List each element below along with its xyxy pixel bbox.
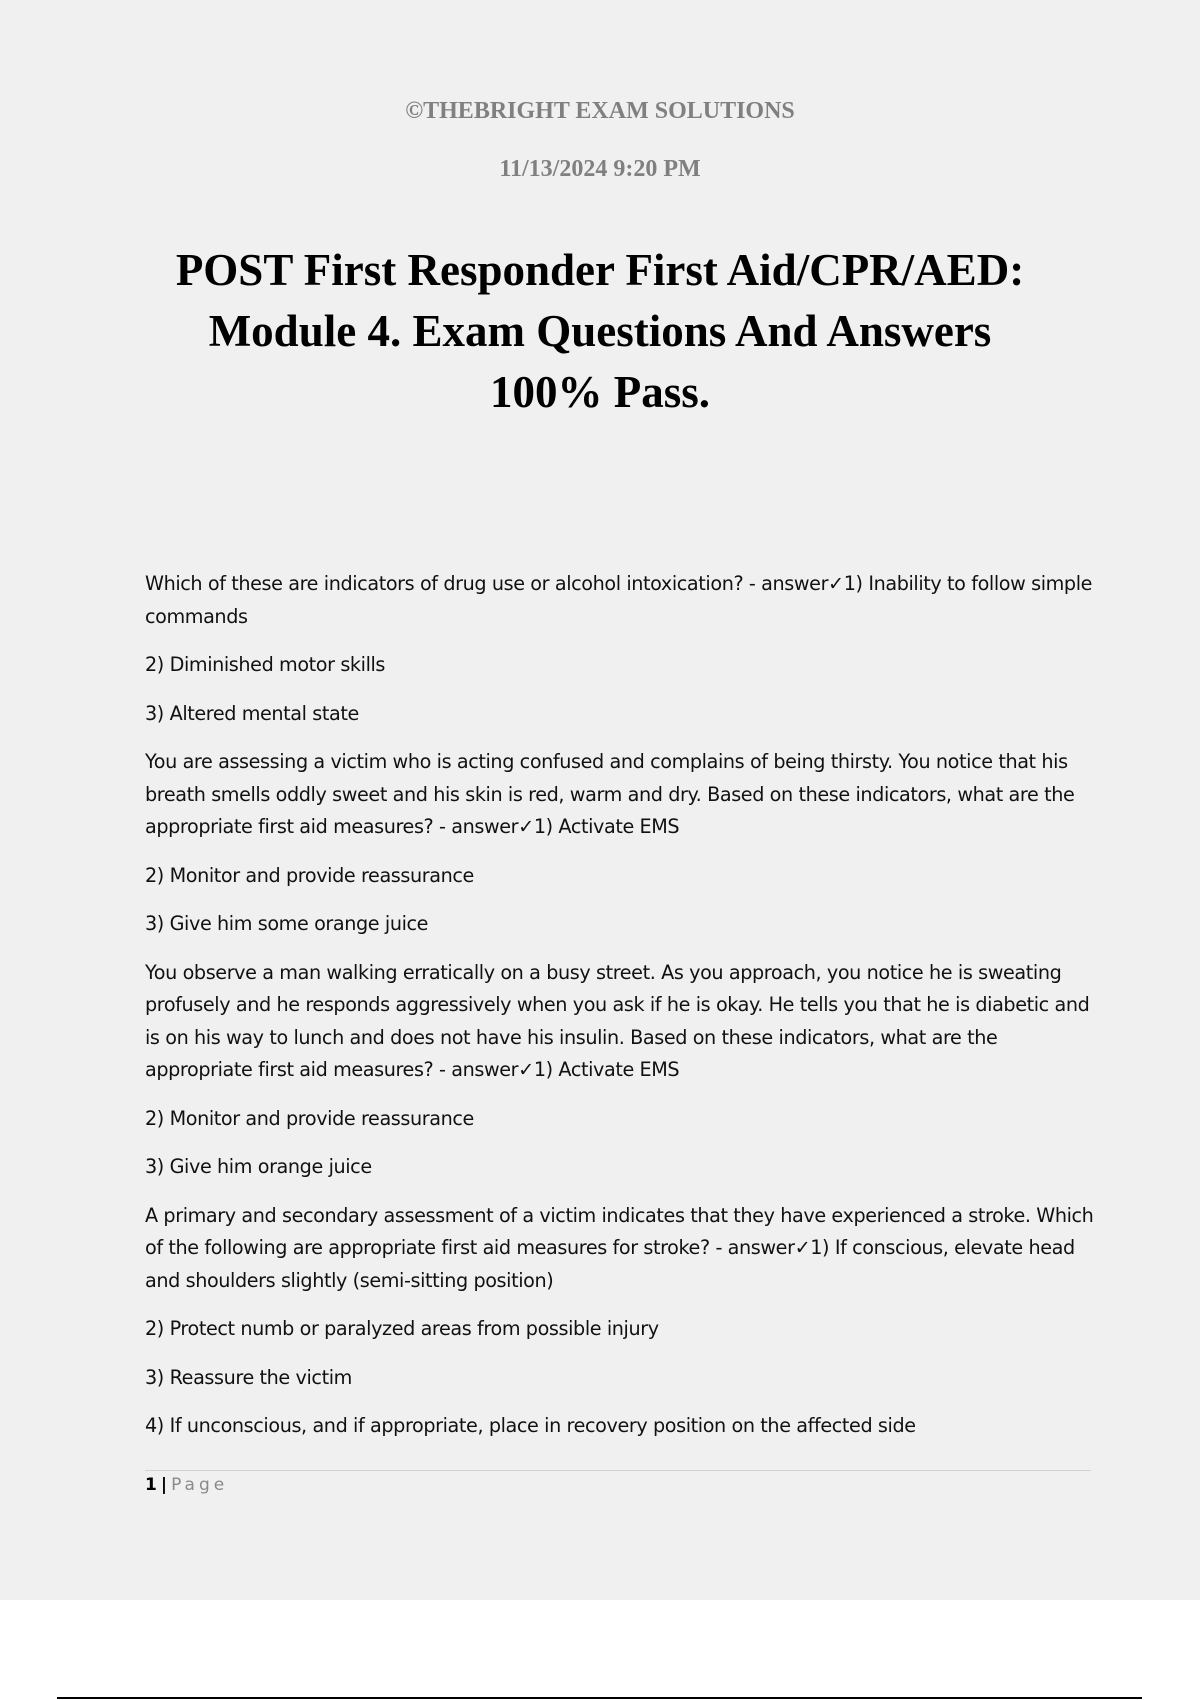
- title-line-2: Module 4. Exam Questions And Answers: [208, 306, 992, 356]
- title-line-1: POST First Responder First Aid/CPR/AED:: [175, 245, 1025, 295]
- header-copyright: ©THEBRIGHT EXAM SOLUTIONS: [405, 98, 795, 124]
- paragraph: 3) Reassure the victim: [145, 1365, 352, 1389]
- page-number: 1: [145, 1475, 157, 1495]
- paragraph: 3) Give him orange juice: [145, 1155, 372, 1178]
- paragraph: 2) Protect numb or paralyzed areas from possible injury: [145, 1317, 659, 1340]
- paragraph: A primary and secondary assessment of a victim indicates that they have experienced a stroke. Which of the following are appropriate first aid measures for stroke? - answer✓1) If conscious, elevate head and shoulders slightly (semi-sitting position): [145, 1203, 1094, 1292]
- paragraph: Which of these are indicators of drug use or alcohol intoxication? - answer✓1) Inability to follow simple commands: [145, 572, 1093, 628]
- paragraph: 2) Diminished motor skills: [145, 653, 386, 676]
- paragraph: You are assessing a victim who is acting confused and complains of being thirsty. You notice that his breath smells oddly sweet and his skin is red, warm and dry. Based on these indicators, what are the appropriate first aid measures? - answer✓1) Activate EMS: [145, 750, 1075, 838]
- next-page-top-rule: [57, 1697, 1142, 1699]
- title-line-3: 100% Pass.: [489, 367, 710, 417]
- page-footer: [145, 1475, 228, 1495]
- paragraph: 2) Monitor and provide reassurance: [145, 1106, 474, 1130]
- page-label: Page: [171, 1475, 229, 1495]
- document-body: [145, 568, 1095, 1459]
- footer-divider: [145, 1470, 1091, 1471]
- header-datetime: 11/13/2024 9:20 PM: [499, 156, 701, 182]
- paragraph: 3) Altered mental state: [145, 701, 359, 725]
- paragraph: 2) Monitor and provide reassurance: [145, 863, 474, 887]
- document-title: [120, 240, 1080, 423]
- page-separator: |: [160, 1475, 168, 1495]
- paragraph: 3) Give him some orange juice: [145, 912, 429, 935]
- paragraph: 4) If unconscious, and if appropriate, place in recovery position on the affected side: [145, 1414, 916, 1437]
- paragraph: You observe a man walking erratically on a busy street. As you approach, you notice he is sweating profusely and he responds aggressively when you ask if he is okay. He tells you that he is diabetic and is on his way to lunch and does not have his insulin. Based on these indicators, what are the appropriate first aid measures? - answer✓1) Activate EMS: [145, 960, 1090, 1081]
